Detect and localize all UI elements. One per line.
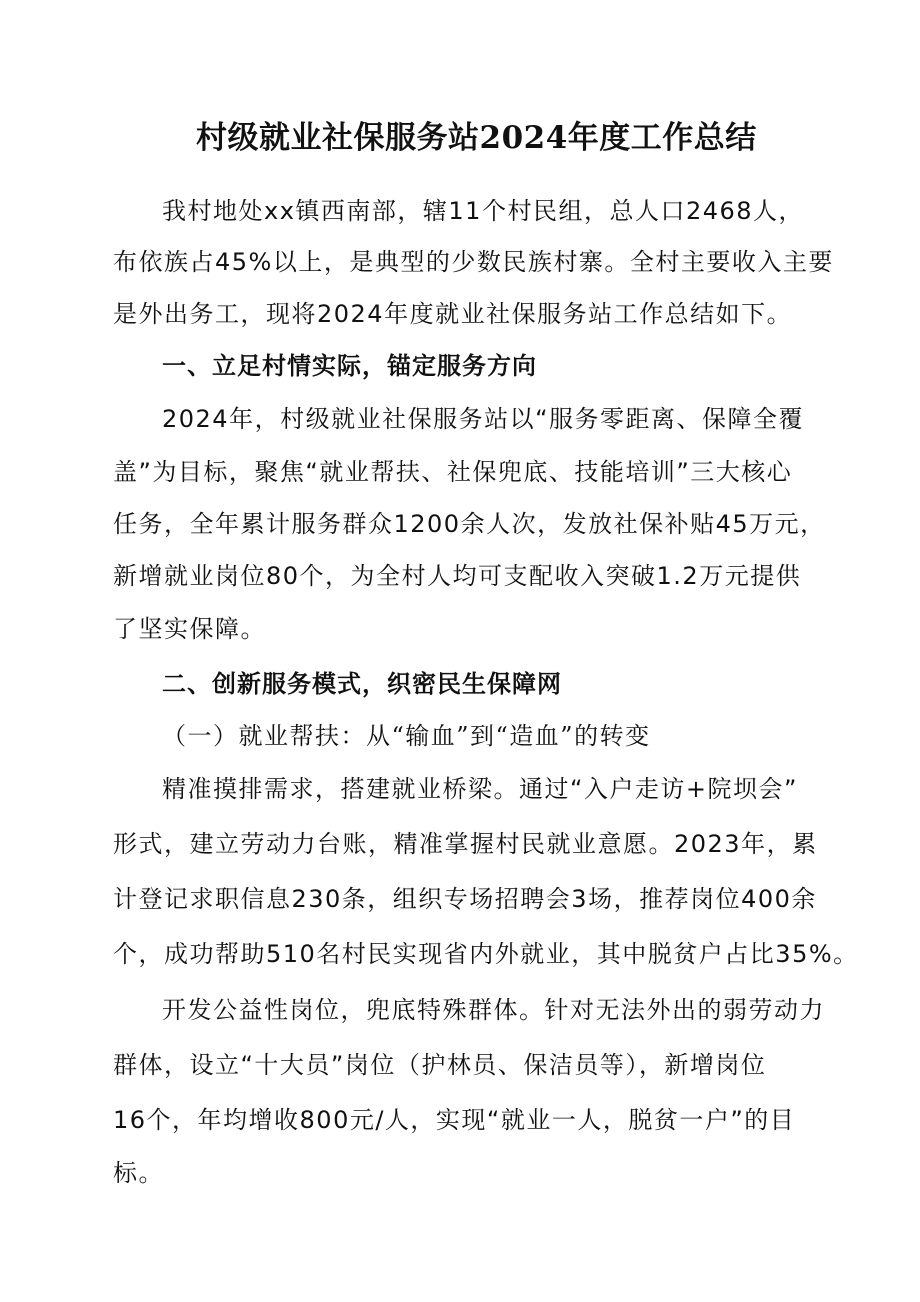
paragraph-line: 布依族占45%以上，是典型的少数民族村寨。全村主要收入主要 xyxy=(113,248,834,276)
section-heading: 一、立足村情实际，锚定服务方向 xyxy=(162,352,537,380)
paragraph-line: 计登记求职信息230条，组织专场招聘会3场，推荐岗位400余 xyxy=(113,885,817,913)
subsection-heading: （一）就业帮扶：从“输血”到“造血”的转变 xyxy=(162,722,651,750)
paragraph-line: 16个，年均增收800元/人，实现“就业一人，脱贫一户”的目 xyxy=(113,1106,796,1134)
paragraph-line: 个，成功帮助510名村民实现省内外就业，其中脱贫户占比35%。 xyxy=(113,940,859,968)
document-title: 村级就业社保服务站2024年度工作总结 xyxy=(196,120,757,156)
paragraph-line: 标。 xyxy=(113,1159,164,1187)
paragraph-line: 开发公益性岗位，兜底特殊群体。针对无法外出的弱劳动力 xyxy=(162,996,825,1024)
paragraph-line: 群体，设立“十大员”岗位（护林员、保洁员等），新增岗位 xyxy=(113,1051,767,1079)
paragraph-line: 精准摸排需求，搭建就业桥梁。通过“入户走访+院坝会” xyxy=(162,775,798,803)
paragraph-line: 了坚实保障。 xyxy=(113,615,266,643)
paragraph-line: 新增就业岗位80个，为全村人均可支配收入突破1.2万元提供 xyxy=(113,562,802,590)
paragraph-line: 任务，全年累计服务群众1200余人次，发放社保补贴45万元， xyxy=(113,510,826,538)
paragraph-line: 形式，建立劳动力台账，精准掌握村民就业意愿。2023年，累 xyxy=(113,830,818,858)
paragraph-line: 盖”为目标，聚焦“就业帮扶、社保兜底、技能培训”三大核心 xyxy=(113,458,793,486)
paragraph-line: 2024年，村级就业社保服务站以“服务零距离、保障全覆 xyxy=(162,405,805,433)
paragraph-line: 是外出务工，现将2024年度就业社保服务站工作总结如下。 xyxy=(113,300,793,328)
paragraph-line: 我村地处xx镇西南部，辖11个村民组，总人口2468人， xyxy=(162,197,805,225)
section-heading: 二、创新服务模式，织密民生保障网 xyxy=(162,670,562,698)
